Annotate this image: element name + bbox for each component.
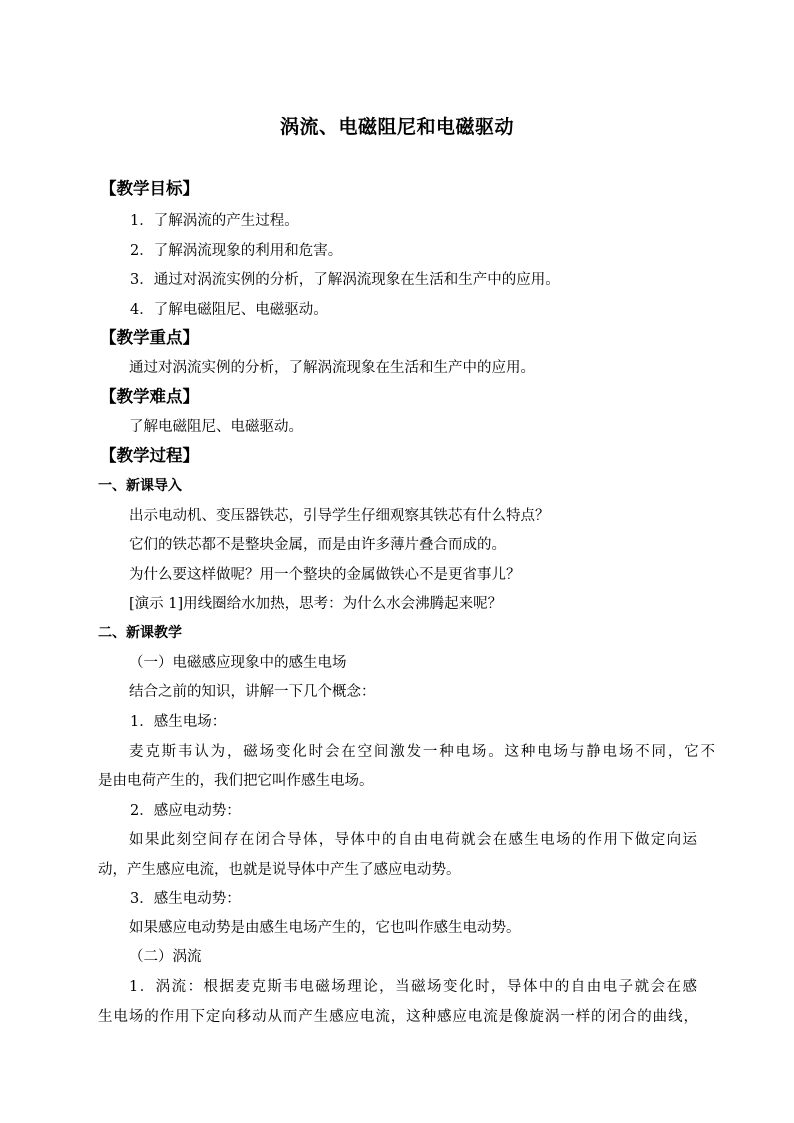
objective-item: 2．了解涡流现象的利用和危害。 <box>130 243 343 259</box>
difficulty-text: 了解电磁阻尼、电磁驱动。 <box>129 419 303 435</box>
body-line: 结合之前的知识，讲解一下几个概念： <box>129 684 376 700</box>
document-title: 涡流、电磁阻尼和电磁驱动 <box>279 116 514 138</box>
intro-line: 出示电动机、变压器铁芯，引导学生仔细观察其铁芯有什么特点？ <box>129 508 550 524</box>
section-heading-teaching: 二、新课教学 <box>98 625 182 641</box>
keypoints-text: 通过对涡流实例的分析，了解涡流现象在生活和生产中的应用。 <box>129 360 535 376</box>
concept-label: 3．感生电动势： <box>130 891 241 907</box>
intro-line: 它们的铁芯都不是整块金属，而是由许多薄片叠合而成的。 <box>129 537 506 553</box>
intro-line: [演示 1]用线圈给水加热，思考：为什么水会沸腾起来呢？ <box>129 596 503 612</box>
body-line: 是由电荷产生的，我们把它叫作感生电场。 <box>98 773 374 789</box>
difficulty-heading: 【教学难点】 <box>100 387 199 406</box>
concept-label: 1．感生电场： <box>130 714 227 730</box>
body-line: 动，产生感应电流，也就是说导体中产生了感应电动势。 <box>98 862 461 878</box>
intro-line: 为什么要这样做呢？用一个整块的金属做铁心不是更省事儿？ <box>129 567 521 583</box>
objective-item: 3．通过对涡流实例的分析，了解涡流现象在生活和生产中的应用。 <box>130 272 560 288</box>
section-heading-intro: 一、新课导入 <box>98 478 182 494</box>
subsection-heading: （二）涡流 <box>129 949 202 965</box>
concept-label: 2．感应电动势： <box>130 803 241 819</box>
subsection-heading: （一）电磁感应现象中的感生电场 <box>129 655 347 671</box>
objective-item: 1．了解涡流的产生过程。 <box>130 213 299 229</box>
body-line: 如果感应电动势是由感生电场产生的，它也叫作感生电动势。 <box>129 920 521 936</box>
process-heading: 【教学过程】 <box>100 446 199 465</box>
objective-item: 4．了解电磁阻尼、电磁驱动。 <box>130 302 328 318</box>
objectives-heading: 【教学目标】 <box>100 179 199 198</box>
body-line: 如果此刻空间存在闭合导体，导体中的自由电荷就会在感生电场的作用下做定向运 <box>129 832 697 848</box>
keypoints-heading: 【教学重点】 <box>100 328 199 347</box>
body-line: 麦克斯韦认为，磁场变化时会在空间激发一种电场。这种电场与静电场不同，它不 <box>129 744 715 760</box>
body-line: 生电场的作用下定向移动从而产生感应电流，这种感应电流是像旋涡一样的闭合的曲线， <box>98 1009 698 1025</box>
body-line: 1．涡流：根据麦克斯韦电磁场理论，当磁场变化时，导体中的自由电子就会在感 <box>129 979 697 995</box>
